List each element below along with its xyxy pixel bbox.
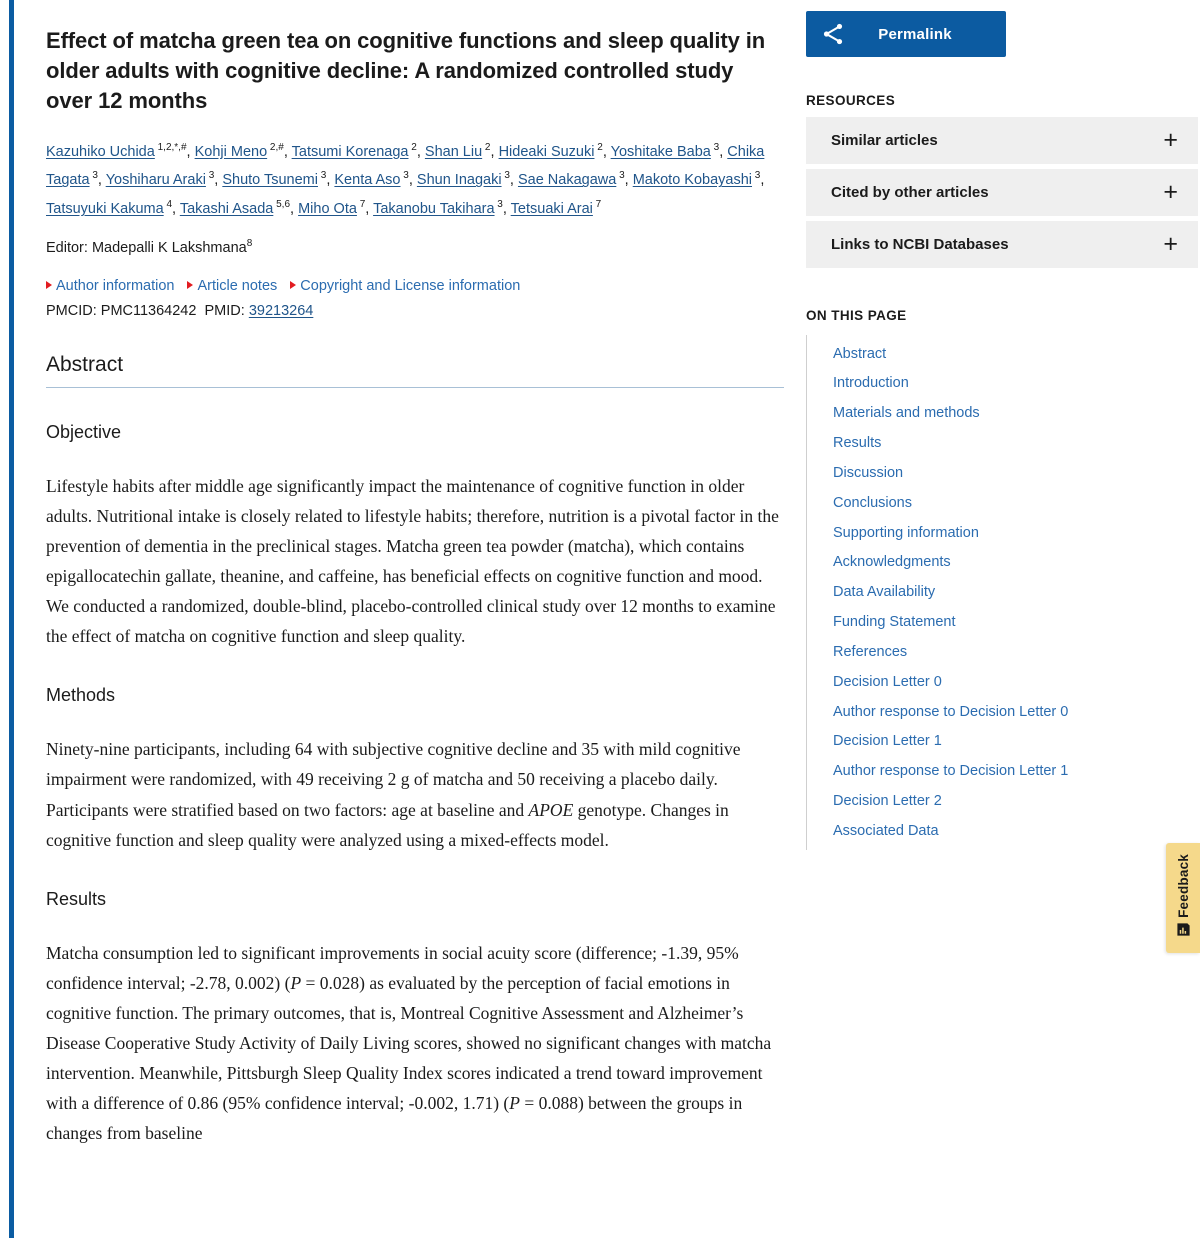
on-this-page-link[interactable]: Data Availability — [833, 584, 936, 601]
chart-bar-icon — [1176, 922, 1191, 942]
abstract-section-paragraph: Lifestyle habits after middle age significantly impact the maintenance of cognitive function in older adults. Nutritional intake is closely related to lifestyle habits; therefore, nutrition is a pivotal factor in the prevention of dementia in the preclinical stages. Matcha green tea powder (matcha), which contains epigallocatechin gallate, theanine, and caffeine, has beneficial effects on cognitive function and mood. We conducted a randomized, double-blind, placebo-controlled clinical study over 12 months to examine the effect of matcha on cognitive function and sleep quality. — [46, 475, 779, 647]
triangle-right-icon — [46, 281, 52, 289]
meta-link-label: Author information — [56, 277, 175, 294]
on-this-page-link[interactable]: Acknowledgments — [833, 554, 951, 571]
page-title: Effect of matcha green tea on cognitive functions and sleep quality in older adults with cognitive decline: A randomized controlled study over 12 months — [46, 28, 766, 113]
author-link[interactable]: Hideaki Suzuki — [498, 143, 595, 160]
author-affiliation-marker: 3 — [205, 170, 215, 182]
author-affiliation-marker: 3 — [752, 170, 761, 182]
author-link[interactable]: Tatsuyuki Kakuma — [46, 201, 164, 218]
share-icon — [820, 21, 846, 47]
author-affiliation-marker: 3 — [501, 170, 510, 182]
author-link[interactable]: Takanobu Takihara — [373, 201, 495, 218]
on-this-page-link[interactable]: References — [833, 643, 908, 660]
editor-name: Madepalli K Lakshmana — [91, 239, 247, 256]
author-link[interactable]: Takashi Asada — [179, 201, 274, 218]
author-affiliation-marker: 3 — [89, 170, 98, 182]
author-affiliation-marker: 3 — [494, 199, 503, 211]
editor-line — [46, 240, 788, 256]
italic-term: P — [290, 972, 302, 993]
feedback-label: Feedback — [1175, 853, 1191, 918]
author-link[interactable]: Kazuhiko Uchida — [46, 143, 155, 160]
abstract-heading: Abstract — [46, 353, 784, 388]
on-this-page-link[interactable]: Discussion — [833, 464, 904, 481]
resource-accordion-row[interactable] — [806, 117, 1198, 164]
resource-label: Similar articles — [831, 132, 938, 149]
triangle-right-icon — [187, 281, 193, 289]
article-main-column — [46, 0, 788, 1148]
meta-link-label: Article notes — [197, 277, 278, 294]
on-this-page-link[interactable]: Funding Statement — [833, 614, 956, 631]
author-affiliation-marker: 2 — [594, 141, 603, 153]
article-meta-links — [46, 278, 788, 294]
resource-accordion-row[interactable] — [806, 221, 1198, 268]
on-this-page-nav — [806, 335, 1198, 850]
resources-heading: RESOURCES — [806, 93, 896, 108]
article-sidebar — [806, 0, 1198, 850]
on-this-page-link[interactable]: Decision Letter 0 — [833, 673, 942, 690]
on-this-page-link[interactable]: Decision Letter 1 — [833, 733, 942, 750]
abstract-section-heading: Results — [46, 888, 107, 909]
editor-affiliation-marker: 8 — [246, 238, 253, 249]
meta-link[interactable] — [187, 278, 277, 294]
abstract-section-paragraph: Matcha consumption led to significant improvements in social acuity score (difference; -1.39, 95% confidence interval; -2.78, 0.002) (P = 0.028) as evaluated by the perception of facial emotions in cognitive function. The primary outcomes, that is, Montreal Cognitive Assessment and Alzheimer’s Disease Cooperative Study Activity of Daily Living scores, showed no significant changes with matcha intervention. Meanwhile, Pittsburgh Sleep Quality Index scores indicated a trend toward improvement with a difference of 0.86 (95% confidence interval; -0.002, 1.71) (P = 0.088) between the groups in changes from baseline — [46, 942, 772, 1144]
triangle-right-icon — [290, 281, 296, 289]
plus-icon[interactable]: + — [1163, 126, 1178, 154]
author-link[interactable]: Kohji Meno — [194, 143, 268, 160]
author-link[interactable]: Shuto Tsunemi — [222, 172, 318, 189]
resource-label: Links to NCBI Databases — [831, 236, 1009, 253]
author-affiliation-marker: 1,2,*,# — [154, 141, 187, 153]
on-this-page-link[interactable]: Results — [833, 435, 882, 452]
editor-prefix: Editor: — [46, 239, 92, 256]
resource-label: Cited by other articles — [831, 184, 989, 201]
on-this-page-link[interactable]: Abstract — [833, 345, 887, 362]
author-affiliation-marker: 3 — [317, 170, 327, 182]
article-identifiers — [46, 303, 788, 319]
pmid-link[interactable]: 39213264 — [248, 302, 314, 319]
abstract-section-heading: Objective — [46, 421, 122, 442]
permalink-button[interactable] — [806, 11, 1006, 57]
plus-icon[interactable]: + — [1163, 230, 1178, 258]
author-affiliation-marker: 5,6 — [273, 199, 291, 211]
pmcid-text: PMCID: PMC11364242 — [46, 302, 197, 319]
permalink-label: Permalink — [878, 25, 952, 43]
author-affiliation-marker: 7 — [592, 199, 602, 211]
italic-term: P — [509, 1093, 520, 1114]
author-affiliation-marker: 3 — [710, 141, 720, 153]
abstract-sections — [46, 422, 788, 1149]
abstract-section-heading: Methods — [46, 685, 116, 706]
meta-link[interactable] — [46, 278, 174, 294]
on-this-page-link[interactable]: Author response to Decision Letter 1 — [833, 763, 1069, 780]
author-affiliation-marker: 3 — [616, 170, 625, 182]
meta-link-label: Copyright and License information — [300, 277, 521, 294]
on-this-page-link[interactable]: Materials and methods — [833, 405, 980, 422]
on-this-page-link[interactable]: Introduction — [833, 375, 909, 392]
on-this-page-heading: ON THIS PAGE — [806, 308, 907, 323]
author-affiliation-marker: 3 — [400, 170, 409, 182]
on-this-page-link[interactable]: Conclusions — [833, 494, 912, 511]
feedback-tab[interactable] — [1166, 843, 1200, 953]
on-this-page-link[interactable]: Supporting information — [833, 524, 979, 541]
resource-accordion-row[interactable] — [806, 169, 1198, 216]
author-link[interactable]: Shan Liu — [424, 143, 483, 160]
author-affiliation-marker: 2 — [482, 141, 491, 153]
resources-accordion — [806, 117, 1198, 268]
author-link[interactable]: Makoto Kobayashi — [632, 172, 753, 189]
author-link[interactable]: Miho Ota — [298, 201, 357, 218]
abstract-section-paragraph: Ninety-nine participants, including 64 with subjective cognitive decline and 35 with mild cognitive impairment were randomized, with 49 receiving 2 g of matcha and 50 receiving a placebo daily. Participants were stratified based on two factors: age at baseline and APOE genotype. Changes in cognitive function and sleep quality were analyzed using a mixed-effects model. — [46, 739, 741, 850]
meta-link[interactable] — [290, 278, 520, 294]
author-affiliation-marker: 2,# — [267, 141, 284, 153]
author-list: Kazuhiko Uchida $^{1,2,*,\#}$, Kohji Meno $^{2,\#}$, Tatsumi Korenaga $^2$, Shan Liu $^2$, Hideaki Suzuki $^2$, Yoshitake Baba $^3$, Chika Tagata $^3$, Yoshiharu Araki $^3$, Shuto Tsunemi $^3$, Kenta Aso $^3$, Shun Inagaki $^3$, Sae Nakagawa $^3$, Makoto Kobayashi $^3$, Tatsuyuki Kakuma $^4$, Takashi Asada $^{5,6}$, Miho Ota $^7$, Takanobu Takihara $^3$, Tetsuaki Arai $^7$ — [46, 141, 765, 218]
author-link[interactable]: Yoshiharu Araki — [105, 172, 206, 189]
author-link[interactable]: Tetsuaki Arai — [510, 201, 593, 218]
author-link[interactable]: Tatsumi Korenaga — [291, 143, 409, 160]
plus-icon[interactable]: + — [1163, 178, 1178, 206]
author-affiliation-marker: 2 — [408, 141, 417, 153]
author-affiliation-marker: 4 — [163, 199, 173, 211]
pmid-label: PMID: — [204, 302, 245, 319]
author-link[interactable]: Yoshitake Baba — [610, 143, 711, 160]
author-link[interactable]: Kenta Aso — [334, 172, 401, 189]
italic-term: APOE — [528, 799, 574, 820]
on-this-page-link[interactable]: Associated Data — [833, 823, 939, 839]
author-affiliation-marker: 7 — [356, 199, 366, 211]
author-link[interactable]: Chika Tagata — [46, 143, 765, 189]
on-this-page-link[interactable]: Decision Letter 2 — [833, 793, 942, 810]
author-link[interactable]: Shun Inagaki — [416, 172, 502, 189]
on-this-page-link[interactable]: Author response to Decision Letter 0 — [833, 703, 1069, 720]
author-link[interactable]: Sae Nakagawa — [517, 172, 617, 189]
